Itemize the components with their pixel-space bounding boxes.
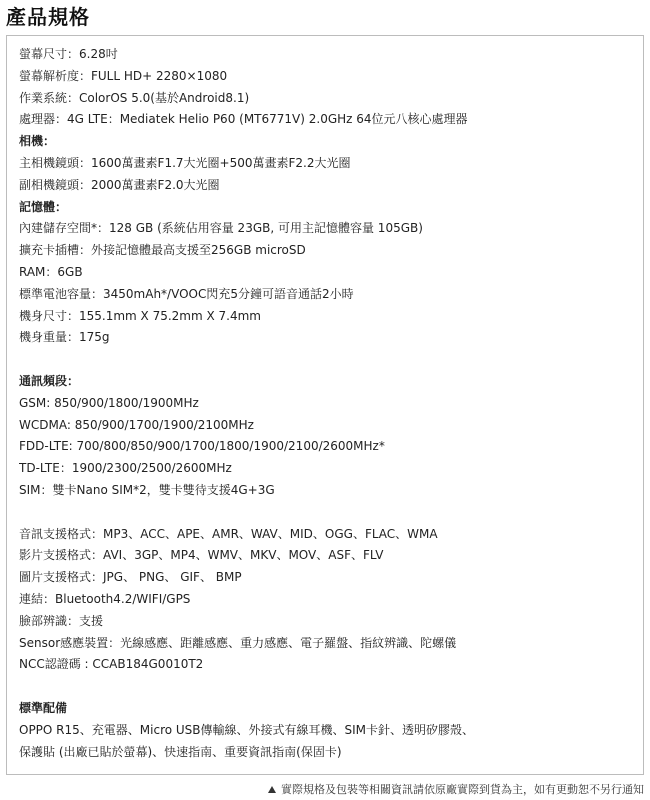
spec-line: 圖片支援格式：JPG、 PNG、 GIF、 BMP <box>19 570 242 585</box>
spec-line: 機身尺寸：155.1mm X 75.2mm X 7.4mm <box>19 308 261 323</box>
spec-line: TD-LTE：1900/2300/2500/2600MHz <box>19 461 232 476</box>
spec-spacer <box>19 349 637 371</box>
spec-section-heading: 通訊頻段： <box>19 373 80 388</box>
spec-line: 副相機鏡頭：2000萬畫素F2.0大光圈 <box>19 177 220 192</box>
spec-line: Sensor感應裝置：光線感應、距離感應、重力感應、電子羅盤、指紋辨識、陀螺儀 <box>19 635 457 650</box>
spec-panel <box>6 35 644 775</box>
spec-spacer <box>19 502 637 524</box>
spec-line: NCC認證碼 : CCAB184G0010T2 <box>19 657 204 672</box>
spec-line: FDD-LTE: 700/800/850/900/1700/1800/1900/2100/2600MHz* <box>19 439 385 454</box>
spec-line: RAM：6GB <box>19 264 83 279</box>
spec-line: 擴充卡插槽：外接記憶體最高支援至256GB microSD <box>19 243 306 258</box>
spec-line: WCDMA: 850/900/1700/1900/2100MHz <box>19 417 254 432</box>
spec-line: 作業系統：ColorOS 5.0(基於Android8.1) <box>19 90 250 105</box>
spec-line: 臉部辨識：支援 <box>19 613 104 628</box>
spec-line: 主相機鏡頭：1600萬畫素F1.7大光圈+500萬畫素F2.2大光圈 <box>19 155 351 170</box>
spec-line: 影片支援格式：AVI、3GP、MP4、WMV、MKV、MOV、ASF、FLV <box>19 548 384 563</box>
spec-line: 音訊支援格式：MP3、ACC、APE、AMR、WAV、MID、OGG、FLAC、WMA <box>19 526 438 541</box>
spec-line: 螢幕解析度：FULL HD+ 2280×1080 <box>19 68 228 83</box>
spec-list <box>19 44 637 763</box>
triangle-up-icon <box>268 786 276 793</box>
spec-line: 標準電池容量：3450mAh*/VOOC閃充5分鐘可語音通話2小時 <box>19 286 354 301</box>
spec-line: 螢幕尺寸：6.28吋 <box>19 47 118 61</box>
spec-section-heading: 記憶體： <box>19 199 68 214</box>
page-title: 產品規格 <box>6 5 90 29</box>
spec-section-heading: 相機： <box>19 134 56 149</box>
spec-line: 保護貼 (出廠已貼於螢幕)、快速指南、重要資訊指南(保固卡) <box>19 744 342 759</box>
spec-section-heading: 標準配備 <box>19 700 68 715</box>
spec-line: 處理器：4G LTE：Mediatek Helio P60 (MT6771V) 2.0GHz 64位元八核心處理器 <box>19 112 468 127</box>
disclaimer-text: 實際規格及包裝等相關資訊請依原廠實際到貨為主，如有更動恕不另行通知 <box>281 783 644 796</box>
spec-line: OPPO R15、充電器、Micro USB傳輸線、外接式有線耳機、SIM卡針、透明矽膠殼、 <box>19 722 475 737</box>
spec-line: SIM：雙卡Nano SIM*2，雙卡雙待支援4G+3G <box>19 482 275 497</box>
spec-line: 內建儲存空間*：128 GB (系統佔用容量 23GB, 可用主記憶體容量 105GB) <box>19 221 423 236</box>
disclaimer-note <box>268 782 644 798</box>
spec-spacer <box>19 676 637 698</box>
spec-line: 機身重量：175g <box>19 330 110 345</box>
spec-line: GSM: 850/900/1800/1900MHz <box>19 395 199 410</box>
spec-line: 連結：Bluetooth4.2/WIFI/GPS <box>19 591 191 606</box>
